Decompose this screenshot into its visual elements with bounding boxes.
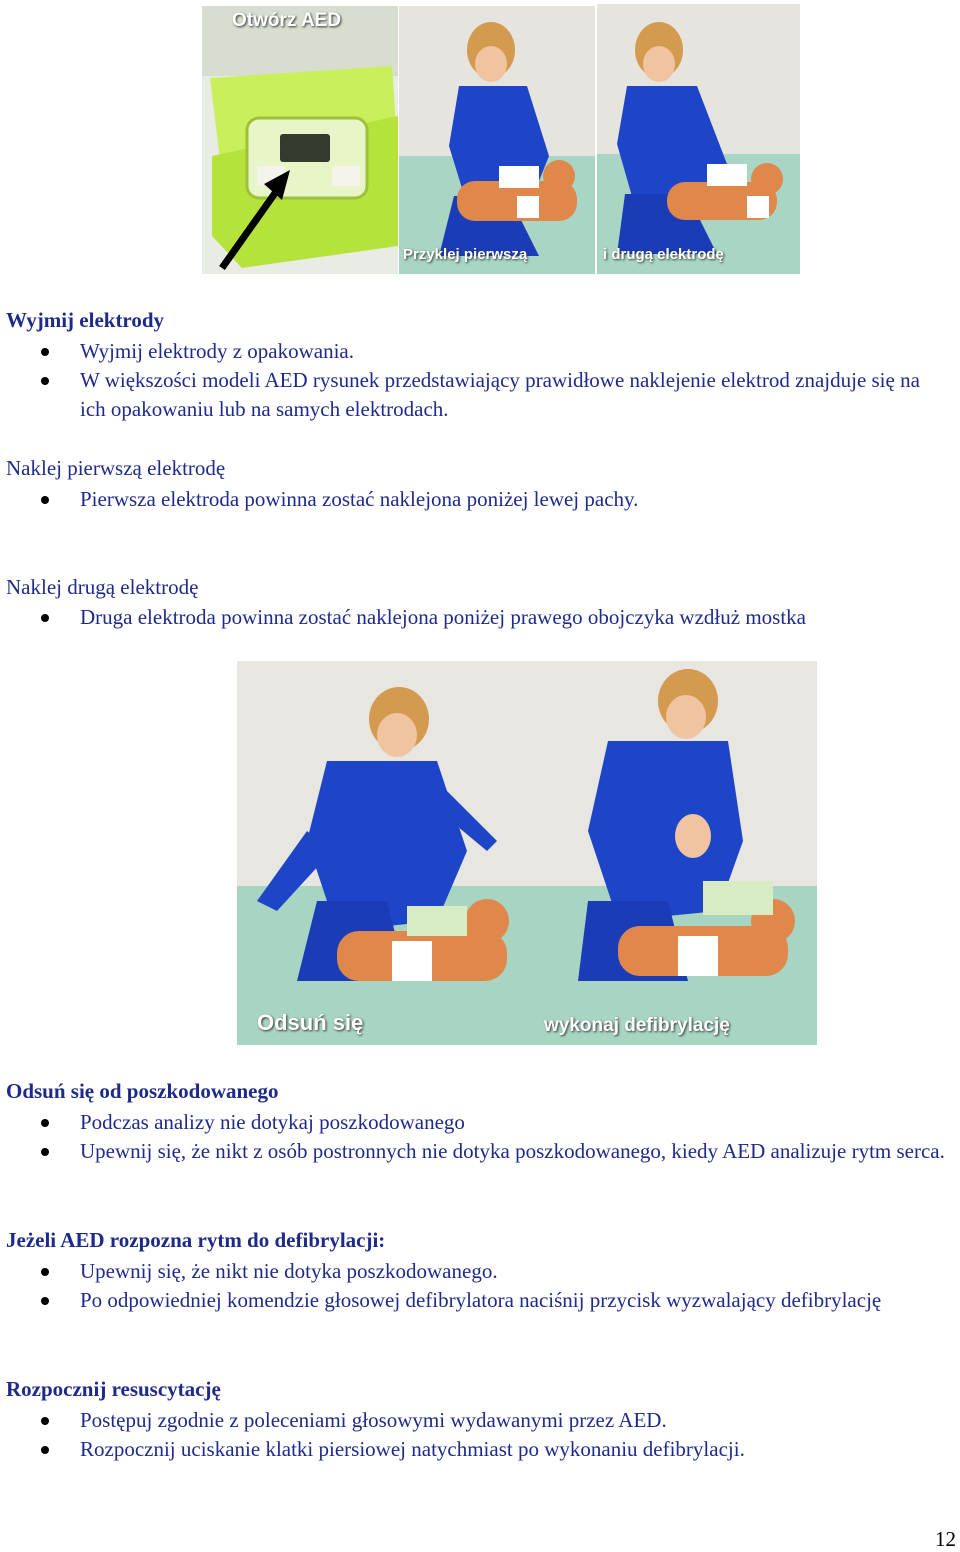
list-item: W większości modeli AED rysunek przedstawiający prawidłowe naklejenie elektrod znajduje się na ich opakowaniu lub na samych elektrodach. — [0, 366, 950, 424]
bullets-stand-clear — [0, 1108, 950, 1166]
photo-first-electrode — [399, 6, 595, 274]
list-item: Pierwsza elektroda powinna zostać naklejona poniżej lewej pachy. — [0, 485, 950, 514]
caption-stand-clear: Odsuń się — [257, 1010, 364, 1035]
list-item: Upewnij się, że nikt z osób postronnych nie dotyka poszkodowanego, kiedy AED analizuje rytm serca. — [0, 1137, 950, 1166]
photo-stand-clear — [237, 661, 528, 1045]
heading-first-electrode: Naklej pierwszą elektrodę — [6, 456, 226, 480]
list-item: Podczas analizy nie dotykaj poszkodowanego — [0, 1108, 950, 1137]
list-item: Postępuj zgodnie z poleceniami głosowymi wydawanymi przez AED. — [0, 1406, 950, 1435]
bullets-start-cpr — [0, 1406, 950, 1464]
photo-second-electrode — [597, 4, 800, 274]
bullets-shock-advised — [0, 1257, 950, 1315]
list-item: Wyjmij elektrody z opakowania. — [0, 337, 950, 366]
heading-remove-electrodes: Wyjmij elektrody — [6, 308, 165, 332]
page-number: 12 — [935, 1527, 956, 1551]
caption-open-aed: Otwórz AED — [232, 10, 342, 31]
list-item: Upewnij się, że nikt nie dotyka poszkodowanego. — [0, 1257, 950, 1286]
bullets-first-electrode — [0, 485, 950, 514]
heading-shock-advised: Jeżeli AED rozpozna rytm do defibrylacji: — [6, 1228, 386, 1252]
bullets-second-electrode — [0, 603, 950, 632]
list-item: Druga elektroda powinna zostać naklejona poniżej prawego obojczyka wzdłuż mostka — [0, 603, 950, 632]
heading-second-electrode: Naklej drugą elektrodę — [6, 575, 199, 599]
heading-stand-clear: Odsuń się od poszkodowanego — [6, 1079, 279, 1103]
list-item: Po odpowiedniej komendzie głosowej defibrylatora naciśnij przycisk wyzwalający defibrylację — [0, 1286, 950, 1315]
caption-deliver-shock: wykonaj defibrylację — [544, 1015, 730, 1036]
photo-deliver-shock — [528, 661, 817, 1045]
caption-second-electrode: i drugą elektrodę — [603, 246, 724, 263]
list-item: Rozpocznij uciskanie klatki piersiowej natychmiast po wykonaniu defibrylacji. — [0, 1435, 950, 1464]
heading-start-cpr: Rozpocznij resuscytację — [6, 1377, 221, 1401]
photo-open-aed — [202, 6, 398, 274]
bullets-remove-electrodes — [0, 337, 950, 424]
caption-first-electrode: Przyklej pierwszą — [403, 246, 528, 263]
